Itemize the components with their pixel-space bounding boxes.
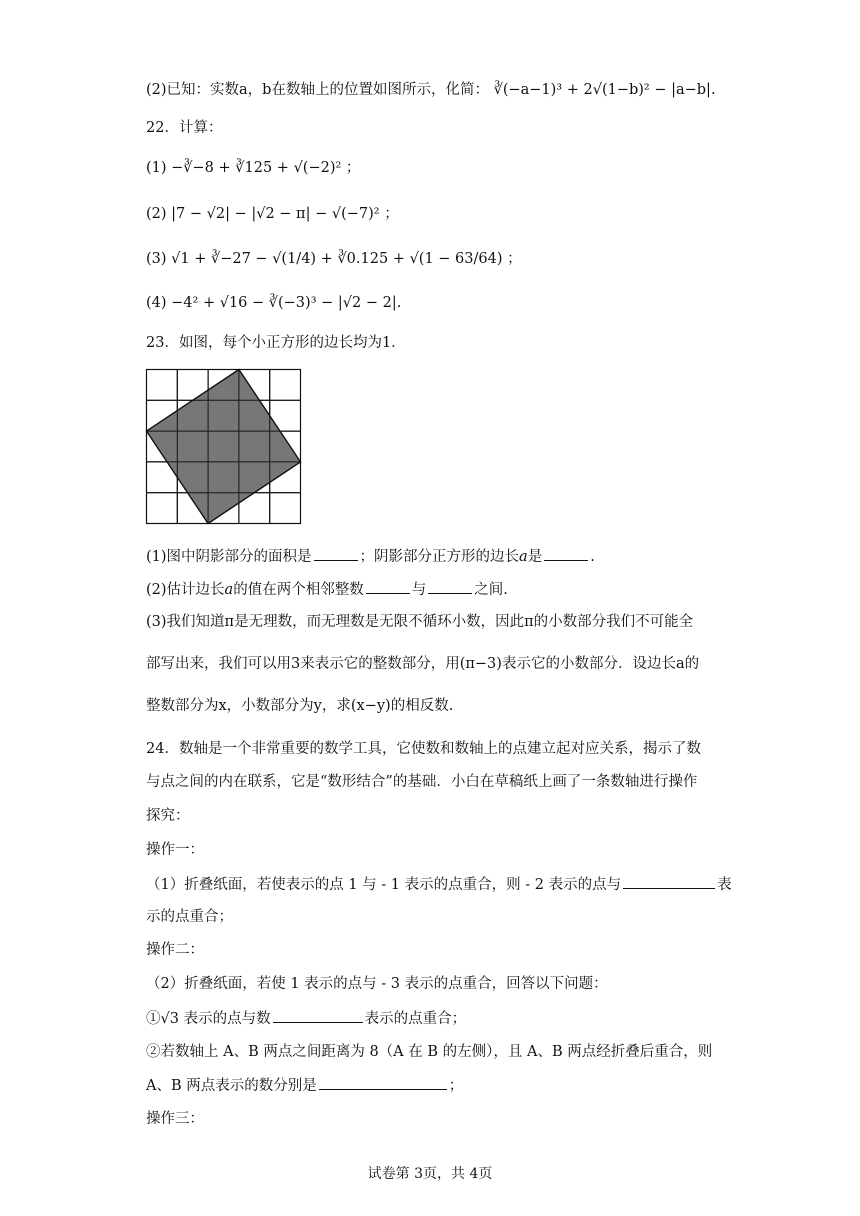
q24-line3: 探究： <box>146 808 190 824</box>
q24-op2-title: 操作二： <box>146 942 204 958</box>
q23-p2-text-c: 与 <box>411 582 427 598</box>
q23-part3-line1: (3)我们知道π是无理数，而无理数是无限不循环小数，因此π的小数部分我们不可能全 <box>146 614 694 630</box>
answer-blank[interactable] <box>314 546 358 561</box>
page-footer: 试卷第 3页，共 4页 <box>367 1166 493 1182</box>
q24-op2-q2: （2）折叠纸面，若使 1 表示的点与 - 3 表示的点重合，回答以下问题： <box>146 976 608 992</box>
q23-part3-line2: 部写出来，我们可以用3来表示它的整数部分，用(π−3)表示它的小数部分．设边长a的 <box>146 656 700 672</box>
q23-title: 23．如图，每个小正方形的边长均为1． <box>146 335 406 351</box>
q23-grid-figure <box>145 368 303 526</box>
answer-blank[interactable] <box>319 1075 447 1090</box>
q23-p2-var: a <box>224 582 234 598</box>
q23-p1-text-a: (1)图中阴影部分的面积是 <box>146 549 312 565</box>
q23-p2-text-b: 的值在两个相邻整数 <box>233 582 364 598</box>
shaded-square <box>147 370 301 524</box>
q22-item-1: (1) −∛−8 + ∛125 + √(−2)² ； <box>146 160 361 176</box>
answer-blank[interactable] <box>366 579 410 594</box>
q24-op1-text-b: 表 <box>717 877 732 893</box>
q24-c2-text: A、B 两点表示的数分别是 <box>146 1078 317 1094</box>
q24-line2: 与点之间的内在联系，它是“数形结合”的基础．小白在草稿纸上画了一条数轴进行操作 <box>146 774 698 790</box>
q24-c1-text-a: ①√3 表示的点与数 <box>146 1011 271 1027</box>
q24-op3-title: 操作三： <box>146 1111 204 1127</box>
q23-p1-text-b: ；阴影部分正方形的边长 <box>359 549 520 565</box>
q24-circle2-line1: ②若数轴上 A、B 两点之间距离为 8（A 在 B 的左侧），且 A、B 两点经折叠后重合，则 <box>146 1044 713 1060</box>
answer-blank[interactable] <box>623 874 715 889</box>
q23-p1-var: a <box>519 549 528 565</box>
q21-expr: ∛(−a−1)³ + 2√(1−b)² − |a−b|. <box>493 82 716 98</box>
q23-p1-text-c: 是 <box>527 549 543 565</box>
q23-p2-text-d: 之间. <box>474 582 508 598</box>
answer-blank[interactable] <box>544 546 588 561</box>
q23-p1-text-d: . <box>590 549 595 565</box>
q22-item-4: (4) −4² + √16 − ∛(−3)³ − |√2 − 2|. <box>146 295 402 311</box>
q24-circle1 <box>146 1008 466 1029</box>
q24-op1-title: 操作一： <box>146 842 204 858</box>
q22-title: 22．计算： <box>146 120 223 136</box>
q21-part2 <box>146 80 716 100</box>
q24-line1: 24．数轴是一个非常重要的数学工具，它使数和数轴上的点建立起对应关系，揭示了数 <box>146 741 701 757</box>
answer-blank[interactable] <box>428 579 472 594</box>
q22-item-2: (2) |7 − √2| − |√2 − π| − √(−7)² ； <box>146 206 399 222</box>
q23-p2-text-a: (2)估计边长 <box>146 582 225 598</box>
q21-part2-text: (2)已知：实数a，b在数轴上的位置如图所示，化简： <box>146 82 489 98</box>
q24-c2-end: ； <box>448 1078 464 1094</box>
q24-c1-text-b: 表示的点重合； <box>364 1011 467 1027</box>
q24-op1-q1 <box>146 874 732 895</box>
q24-op1-q1-cont: 示的点重合； <box>146 909 233 925</box>
q24-op1-text-a: （1）折叠纸面，若使表示的点 1 与 - 1 表示的点重合，则 - 2 表示的点与 <box>146 877 622 893</box>
q24-circle2-line2 <box>146 1075 463 1096</box>
q23-part2 <box>146 579 508 600</box>
q23-part3-line3: 整数部分为x，小数部分为y，求(x−y)的相反数. <box>146 698 454 714</box>
q23-part1 <box>146 546 595 567</box>
q22-item-3: (3) √1 + ∛−27 − √(1/4) + ∛0.125 + √(1 − 63/64) ； <box>146 251 522 267</box>
answer-blank[interactable] <box>273 1008 363 1023</box>
